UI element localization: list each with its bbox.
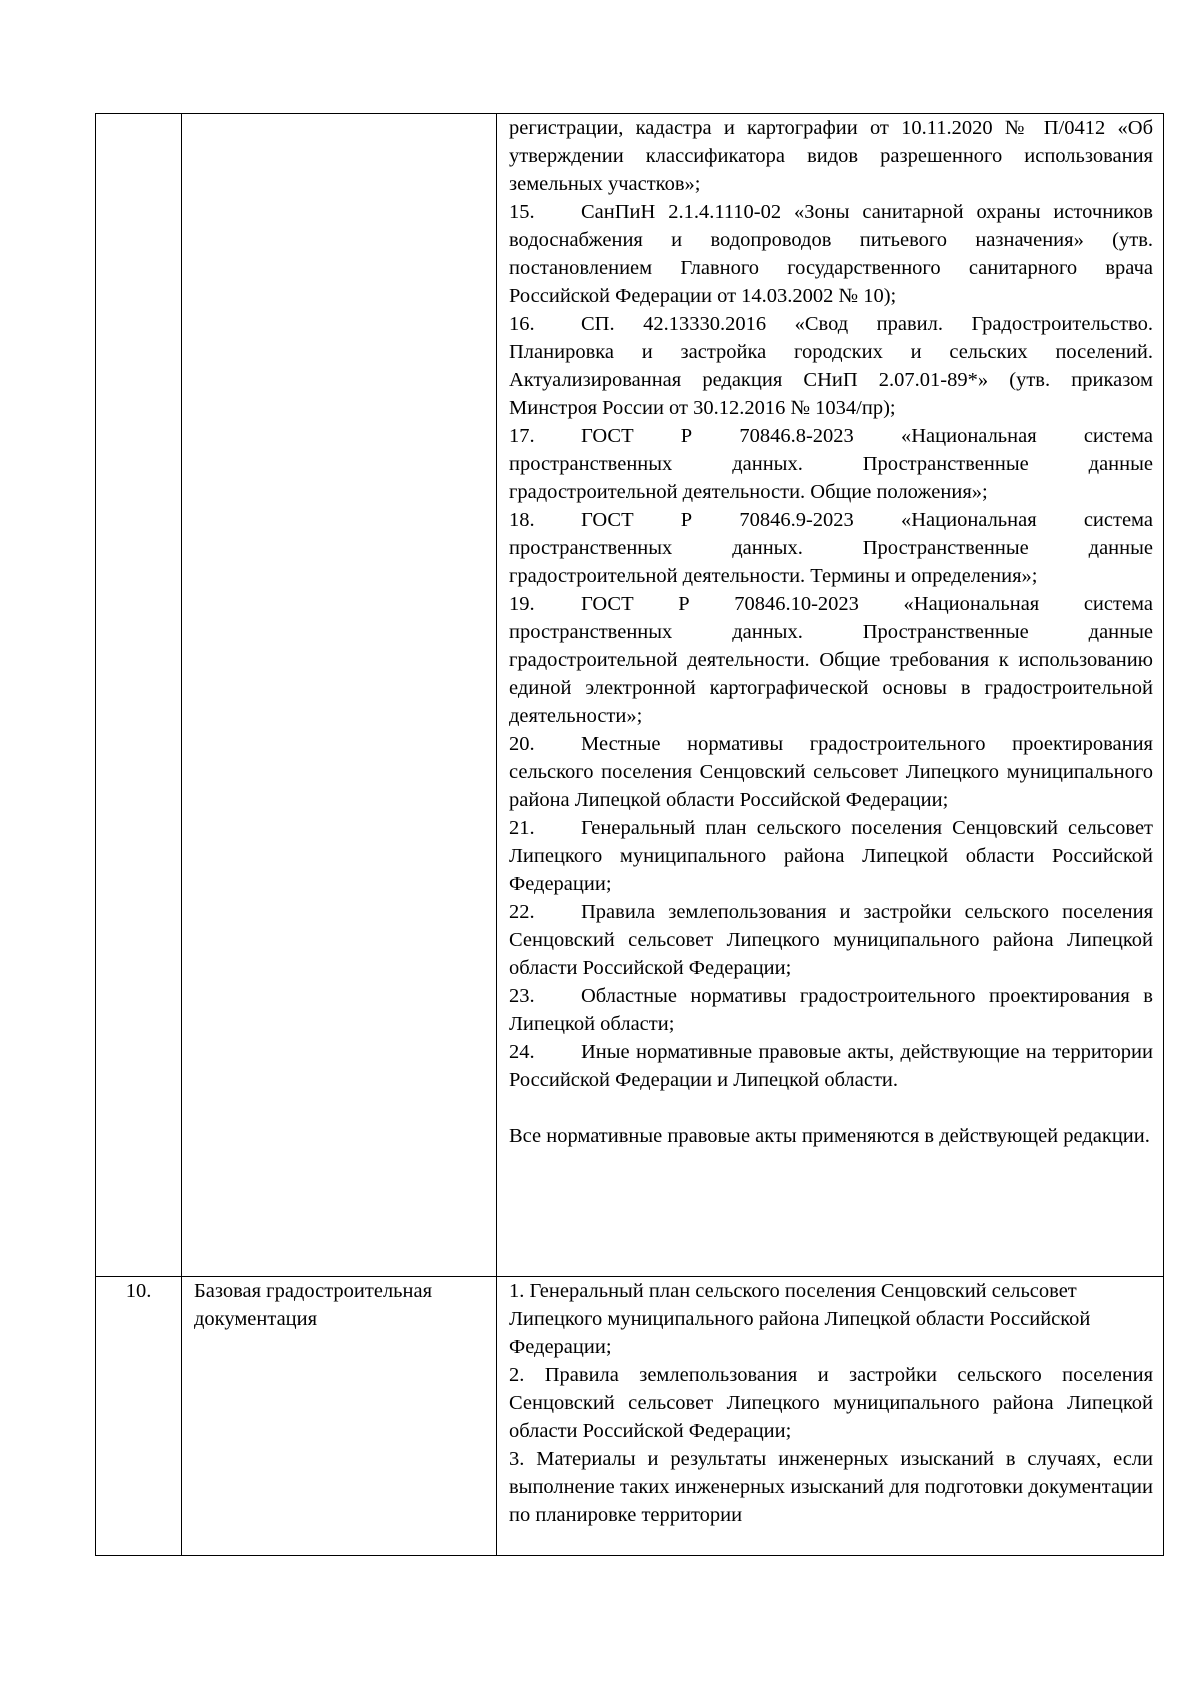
row-content-cell (497, 114, 1164, 1277)
list-item-text: Иные нормативные правовые акты, действующие на территории Российской Федерации и Липецкой области. (509, 1041, 1153, 1091)
list-item-number: 22. (509, 901, 535, 923)
row-name-text: Базовая градостроительная документация (194, 1280, 433, 1330)
table-row (96, 1277, 1164, 1556)
list-item-text: ГОСТ Р 70846.9-2023 «Национальная система пространственных данных. Пространственные данные градостроительной деятельности. Термины и определения»; (509, 509, 1153, 587)
list-item-number: 23. (509, 985, 535, 1007)
row-number-cell: 10. (96, 1277, 182, 1556)
closing-paragraph: Все нормативные правовые акты применяются в действующей редакции. (509, 1125, 1150, 1147)
list-item (509, 730, 1153, 814)
list-item (509, 814, 1153, 898)
list-item (509, 1038, 1153, 1094)
list-item-text: Местные нормативы градостроительного проектирования сельского поселения Сенцовский сельсовет Липецкого муниципального района Липецкой области Российской Федерации; (509, 733, 1153, 811)
list-item (509, 898, 1153, 982)
list-item (509, 590, 1153, 730)
list-item: 1. Генеральный план сельского поселения Сенцовский сельсовет Липецкого муниципального района Липецкой области Российской Федерации; (509, 1280, 1091, 1358)
list-item (509, 422, 1153, 506)
list-item-number: 24. (509, 1041, 535, 1063)
list-item-text: ГОСТ Р 70846.8-2023 «Национальная система пространственных данных. Пространственные данные градостроительной деятельности. Общие положения»; (509, 425, 1153, 503)
list-item-text: Правила землепользования и застройки сельского поселения Сенцовский сельсовет Липецкого муниципального района Липецкой области Российской Федерации; (509, 901, 1153, 979)
requirements-table (95, 113, 1164, 1556)
list-item (509, 310, 1153, 422)
list-item-text: СП. 42.13330.2016 «Свод правил. Градостроительство. Планировка и застройка городских и сельских поселений. Актуализированная редакция СНиП 2.07.01-89*» (утв. приказом Минстроя России от 30.12.2016 № 1034/пр); (509, 313, 1153, 419)
list-item-number: 18. (509, 509, 535, 531)
list-item: 2. Правила землепользования и застройки сельского поселения Сенцовский сельсовет Липецкого муниципального района Липецкой области Российской Федерации; (509, 1364, 1153, 1442)
list-item-text: ГОСТ Р 70846.10-2023 «Национальная система пространственных данных. Пространственные данные градостроительной деятельности. Общие требования к использованию единой электронной картографической основы в градостроительной деятельности»; (509, 593, 1153, 727)
list-item-number: 21. (509, 817, 535, 839)
list-item (509, 506, 1153, 590)
row-number-cell (96, 114, 182, 1277)
list-item-number: 15. (509, 201, 535, 223)
list-item-number: 19. (509, 593, 535, 615)
row-name-cell (182, 114, 497, 1277)
list-item-number: 16. (509, 313, 535, 335)
list-item-text: Генеральный план сельского поселения Сенцовский сельсовет Липецкого муниципального района Липецкой области Российской Федерации; (509, 817, 1153, 895)
list-item-number: 20. (509, 733, 535, 755)
list-item-text: Областные нормативы градостроительного проектирования в Липецкой области; (509, 985, 1153, 1035)
list-item (509, 198, 1153, 310)
intro-paragraph: регистрации, кадастра и картографии от 10.11.2020 № П/0412 «Об утверждении классификатора видов разрешенного использования земельных участков»; (509, 117, 1153, 195)
list-item-text: СанПиН 2.1.4.1110-02 «Зоны санитарной охраны источников водоснабжения и водопроводов питьевого назначения» (утв. постановлением Главного государственного санитарного врача Российской Федерации от 14.03.2002 № 10); (509, 201, 1153, 307)
list-item (509, 982, 1153, 1038)
list-item: 3. Материалы и результаты инженерных изысканий в случаях, если выполнение таких инженерных изысканий для подготовки документации по планировке территории (509, 1448, 1153, 1526)
row-name-cell (182, 1277, 497, 1556)
list-item-number: 17. (509, 425, 535, 447)
row-content-cell (497, 1277, 1164, 1556)
blank-line (509, 1094, 1153, 1122)
table-row (96, 114, 1164, 1277)
